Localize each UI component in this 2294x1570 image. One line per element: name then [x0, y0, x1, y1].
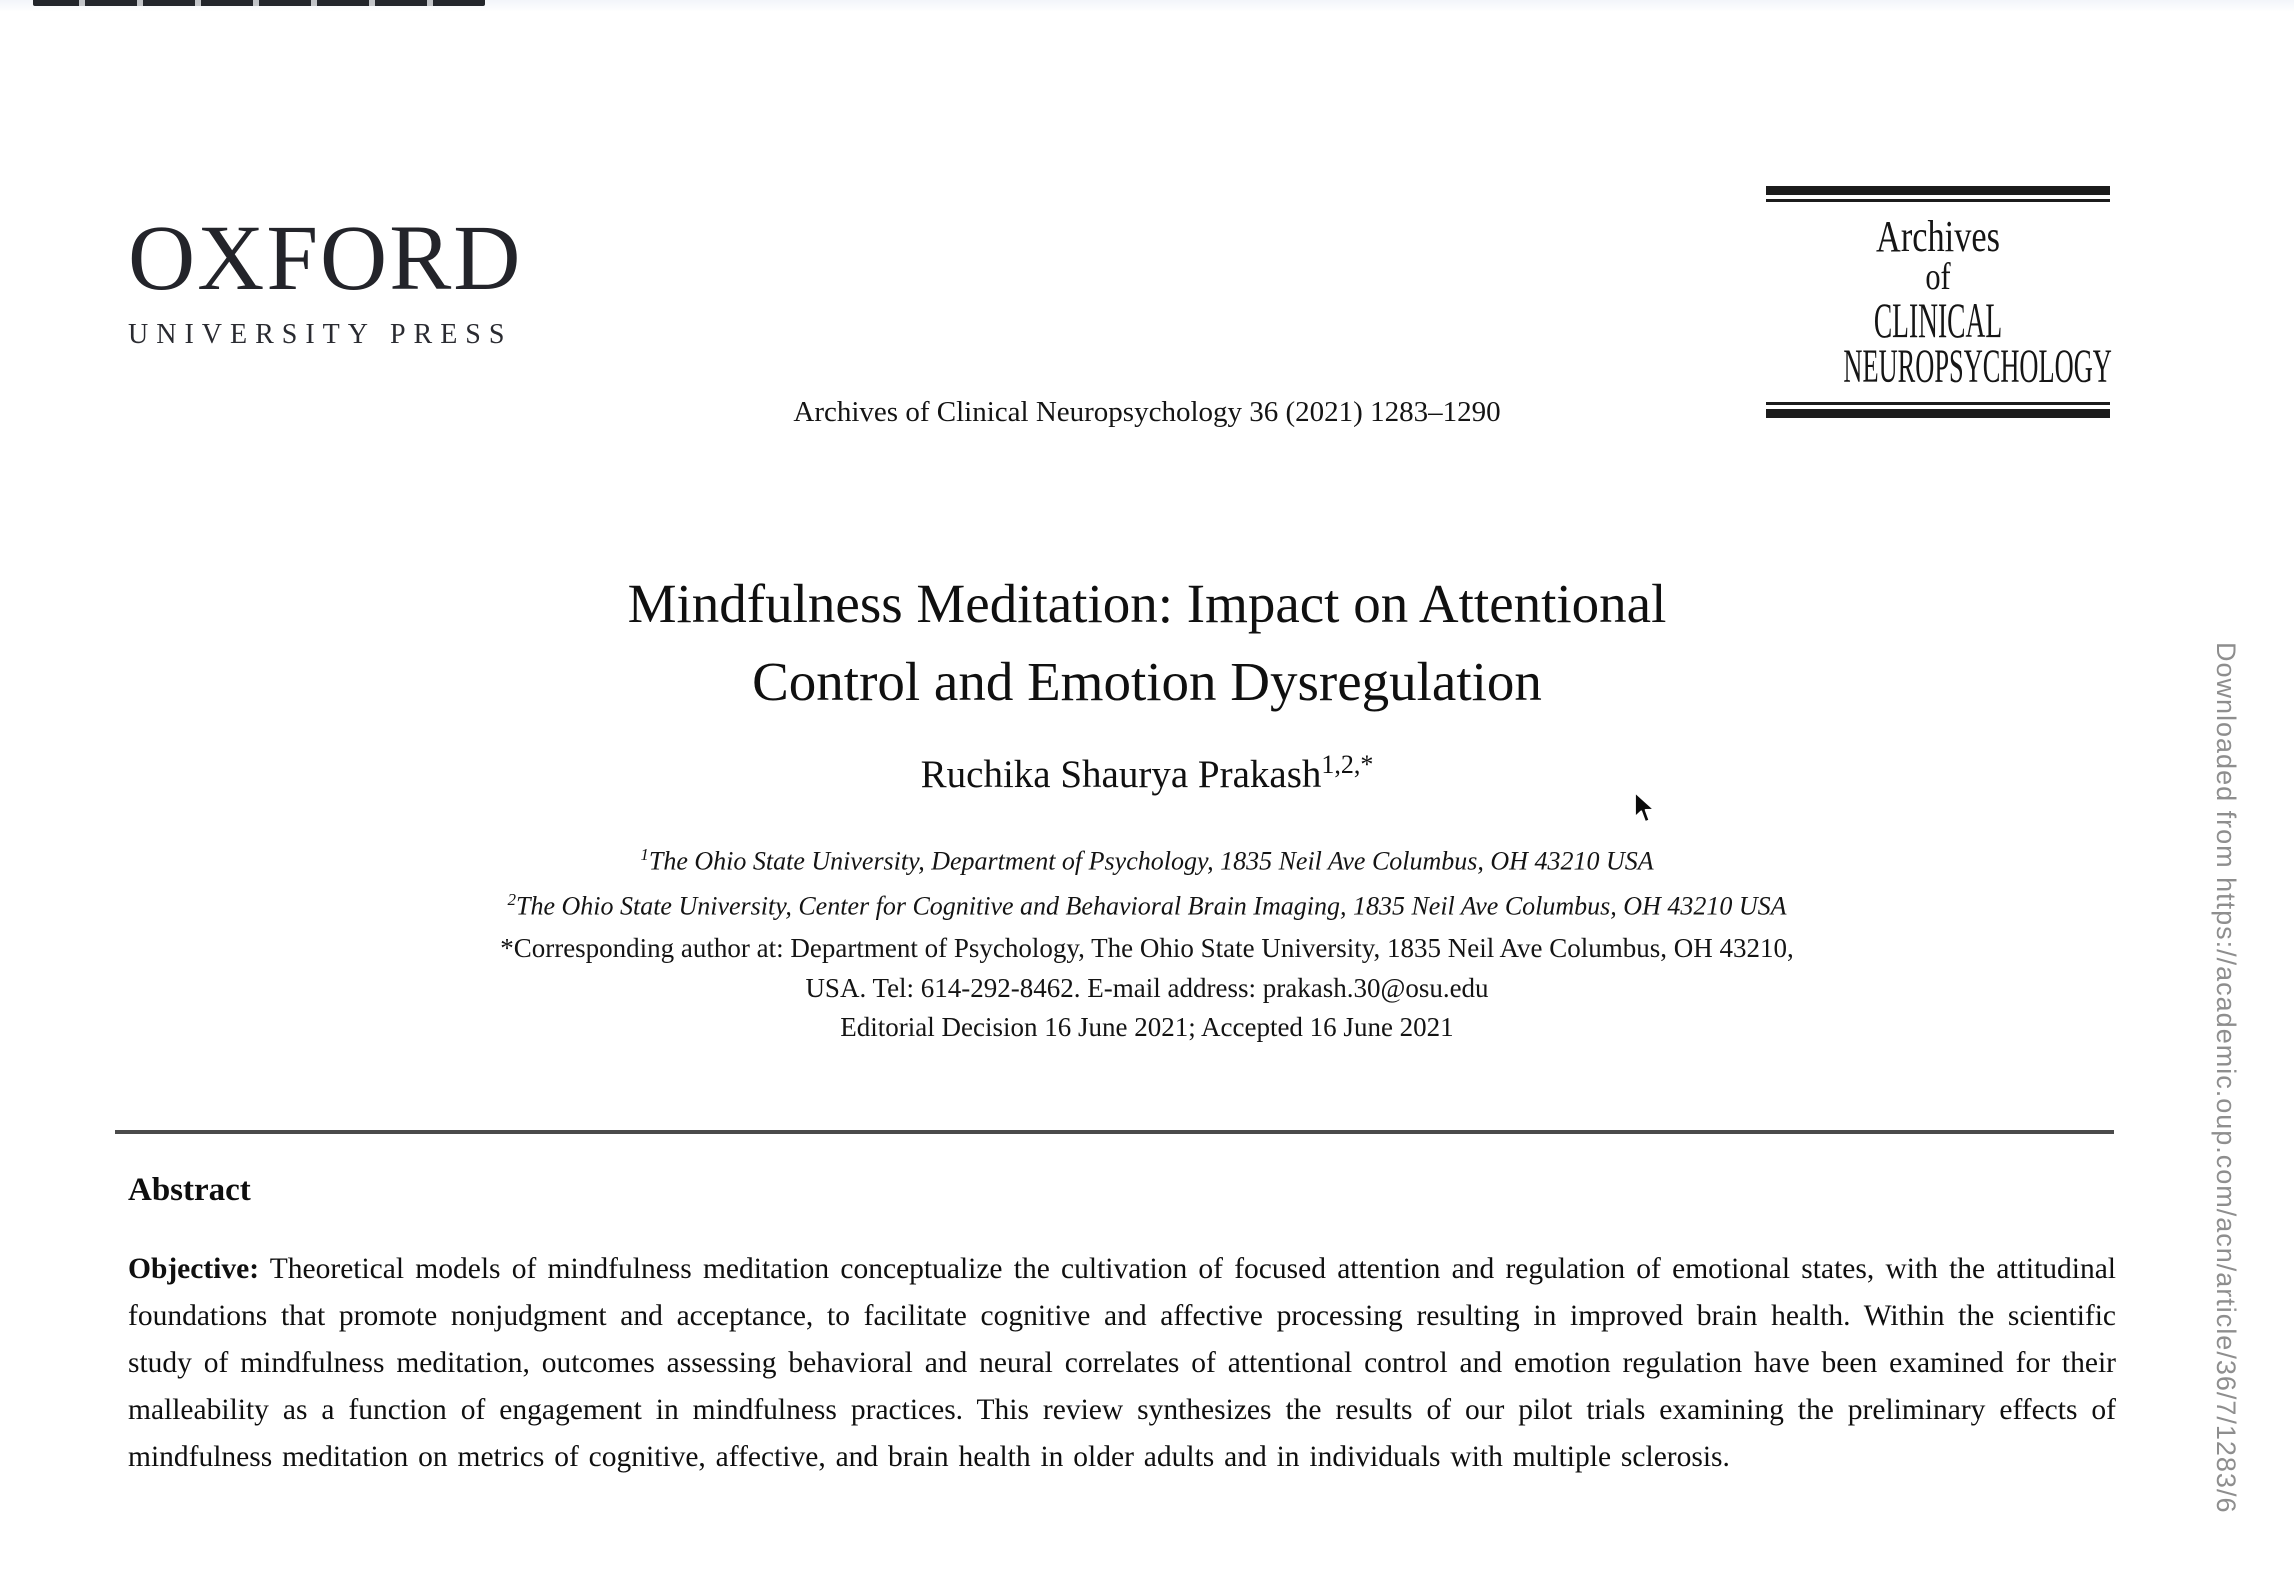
article-title — [0, 565, 2294, 721]
affiliation-2-superscript: 2 — [507, 889, 516, 909]
masthead-rule-top-thick — [1766, 186, 2110, 195]
masthead-line-archives: Archives — [1876, 212, 2000, 261]
corresponding-author-line2: USA. Tel: 614-292-8462. E-mail address: prakash.30@osu.edu — [805, 973, 1489, 1003]
affiliation-2 — [0, 881, 2294, 926]
author-line — [0, 752, 2294, 797]
abstract-heading: Abstract — [128, 1172, 251, 1208]
abstract-paragraph — [128, 1246, 2116, 1481]
mouse-cursor-icon — [1633, 791, 1656, 825]
editorial-decision-line: Editorial Decision 16 June 2021; Accepted 16 June 2021 — [840, 1012, 1454, 1042]
journal-citation: Archives of Clinical Neuropsychology 36 (2021) 1283–1290 — [793, 396, 1501, 428]
author-superscript: 1,2,* — [1321, 750, 1374, 779]
corresponding-author-line1: *Corresponding author at: Department of Psychology, The Ohio State University, 1835 Neil Ave Columbus, OH 43210, — [500, 933, 1794, 963]
article-title-line2: Control and Emotion Dysregulation — [752, 651, 1542, 712]
download-watermark: Downloaded from https://academic.oup.com/acn/article/36/7/1283/6 — [2211, 642, 2241, 1514]
masthead-title — [1766, 202, 2110, 402]
affiliation-1 — [0, 836, 2294, 881]
affiliation-1-superscript: 1 — [640, 845, 649, 864]
abstract-objective-label: Objective: — [128, 1253, 260, 1285]
oxford-logo-text: OXFORD — [128, 207, 523, 310]
affiliation-1-text: The Ohio State University, Department of Psychology, 1835 Neil Ave Columbus, OH 43210 USA — [648, 846, 1654, 876]
affiliations — [0, 836, 2294, 925]
oxford-university-press-logo — [128, 207, 548, 351]
affiliation-2-text: The Ohio State University, Center for Cognitive and Behavioral Brain Imaging, 1835 Neil Ave Columbus, OH 43210 USA — [515, 891, 1787, 921]
article-title-line1: Mindfulness Meditation: Impact on Attentional — [627, 573, 1667, 634]
corresponding-author — [0, 928, 2294, 1008]
section-divider-rule — [115, 1130, 2114, 1134]
abstract-objective-text: Theoretical models of mindfulness meditation conceptualize the cultivation of focused attention and regulation of emotional states, with the attitudinal foundations that promote nonjudgment and acceptance, to facilitate cognitive and affective processing resulting in improved brain health. Within the scientific study of mindfulness meditation, outcomes assessing behavioral and neural correlates of attentional control and emotion regulation have been examined for their malleability as a function of engagement in mindfulness practices. This review synthesizes the results of our pilot trials examining the preliminary effects of mindfulness meditation on metrics of cognitive, affective, and brain health in older adults and in individuals with multiple sclerosis. — [128, 1253, 2116, 1473]
toolbar-remnant-bar — [33, 0, 485, 6]
masthead-line-of: of — [1925, 256, 1951, 298]
masthead-line-clinical: CLINICAL — [1873, 292, 2003, 348]
masthead-line-neuropsychology: NEUROPSYCHOLOGY — [1843, 340, 2112, 393]
author-name: Ruchika Shaurya Prakash — [920, 753, 1322, 796]
journal-masthead — [1766, 186, 2110, 418]
oxford-logo-subtitle: UNIVERSITY PRESS — [128, 319, 513, 350]
